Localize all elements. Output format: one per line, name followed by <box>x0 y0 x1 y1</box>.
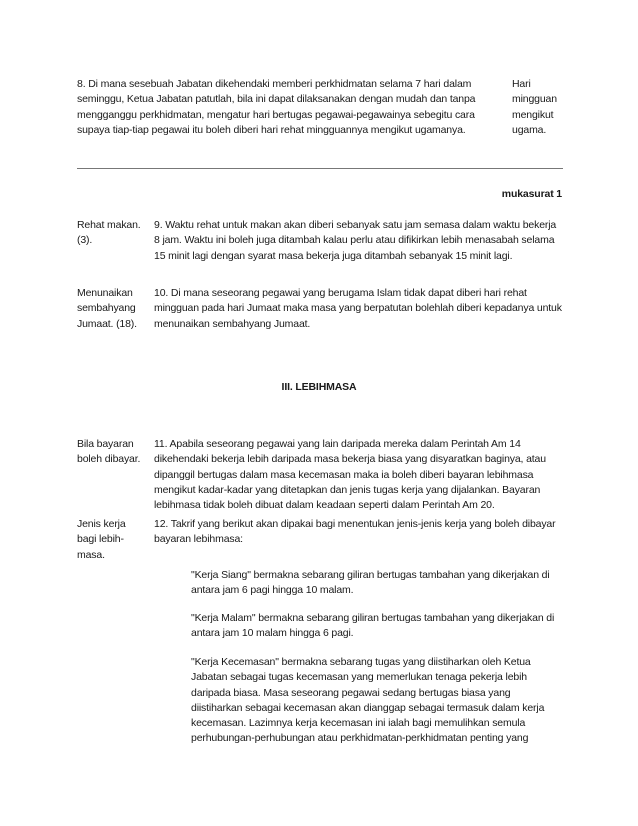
paragraph-9: 9. Waktu rehat untuk makan akan diberi sebanyak satu jam semasa dalam waktu bekerja 8 jam. Waktu ini boleh juga ditambah kalau perlu atau difikirkan lebih menasabah selama 15 minit lagi dengan syarat masa bekerja juga ditambah sebanyak 15 minit lagi. <box>154 219 557 262</box>
margin-label-jenis-kerja: Jenis kerja bagi lebih-masa. <box>77 518 126 561</box>
paragraph-12: 12. Takrif yang berikut akan dipakai bagi menentukan jenis-jenis kerja yang boleh dibayar bayaran lebihmasa: <box>154 518 556 546</box>
paragraph-11: 11. Apabila seseorang pegawai yang lain daripada mereka dalam Perintah Am 14 dikehendaki bekerja lebih daripada masa bekerja biasa yang disyaratkan baginya, atau dipanggil bertugas dalam masa kecemasan maka ia boleh diberi bayaran lebihmasa mengikut kadar-kadar yang ditetapkan dan jenis tugas kerja yang dijalankan. Bayaran lebihmasa tidak boleh dibuat dalam keadaan seperti dalam Perintah Am 20. <box>154 438 546 512</box>
page-marker: mukasurat 1 <box>501 188 562 200</box>
paragraph-10: 10. Di mana seseorang pegawai yang berugama Islam tidak dapat diberi hari rehat mingguan pada hari Jumaat maka masa yang berpatutan bolehlah diberi kepadanya untuk menunaikan sembahyang Jumaat. <box>154 287 562 330</box>
margin-label-sembahyang-jumaat: Menunaikan sembahyang Jumaat. (18). <box>77 287 137 330</box>
section-heading: III. LEBIHMASA <box>281 381 357 393</box>
paragraph-8: 8. Di mana sesebuah Jabatan dikehendaki memberi perkhidmatan selama 7 hari dalam seminggu, Ketua Jabatan patutlah, bila ini dapat dilaksanakan dengan mudah dan tanpa mengganggu perkhidmatan, mengatur hari bertugas pegawai-pegawainya sebegitu cara supaya tiap-tiap pegawai itu boleh diberi hari rehat mingguannya mengikut ugamanya. <box>77 78 476 136</box>
margin-label-bila-bayaran: Bila bayaran boleh dibayar. <box>77 438 141 466</box>
page-divider <box>77 168 563 169</box>
margin-note-rest-day: Hari mingguan mengikut ugama. <box>512 78 557 136</box>
definition-kerja-kecemasan: "Kerja Kecemasan" bermakna sebarang tugas yang diistiharkan oleh Ketua Jabatan sebagai tugas kecemasan yang memerlukan tenaga pekerja lebih daripada biasa. Masa seseorang pegawai sedang bertugas biasa yang diistiharkan sebagai kecemasan akan dianggap sebagai termasuk dalam kerja kecemasan. Lazimnya kerja kecemasan ini ialah bagi memulihkan semula perhubungan-perhubungan atau perkhidmatan-perkhidmatan penting yang <box>191 656 545 745</box>
definition-kerja-malam: "Kerja Malam" bermakna sebarang giliran bertugas tambahan yang dikerjakan di antara jam 10 malam hingga 6 pagi. <box>191 612 555 640</box>
margin-label-rehat-makan: Rehat makan. (3). <box>77 219 141 247</box>
definition-kerja-siang: "Kerja Siang" bermakna sebarang giliran bertugas tambahan yang dikerjakan di antara jam 6 pagi hingga 10 malam. <box>191 569 550 597</box>
